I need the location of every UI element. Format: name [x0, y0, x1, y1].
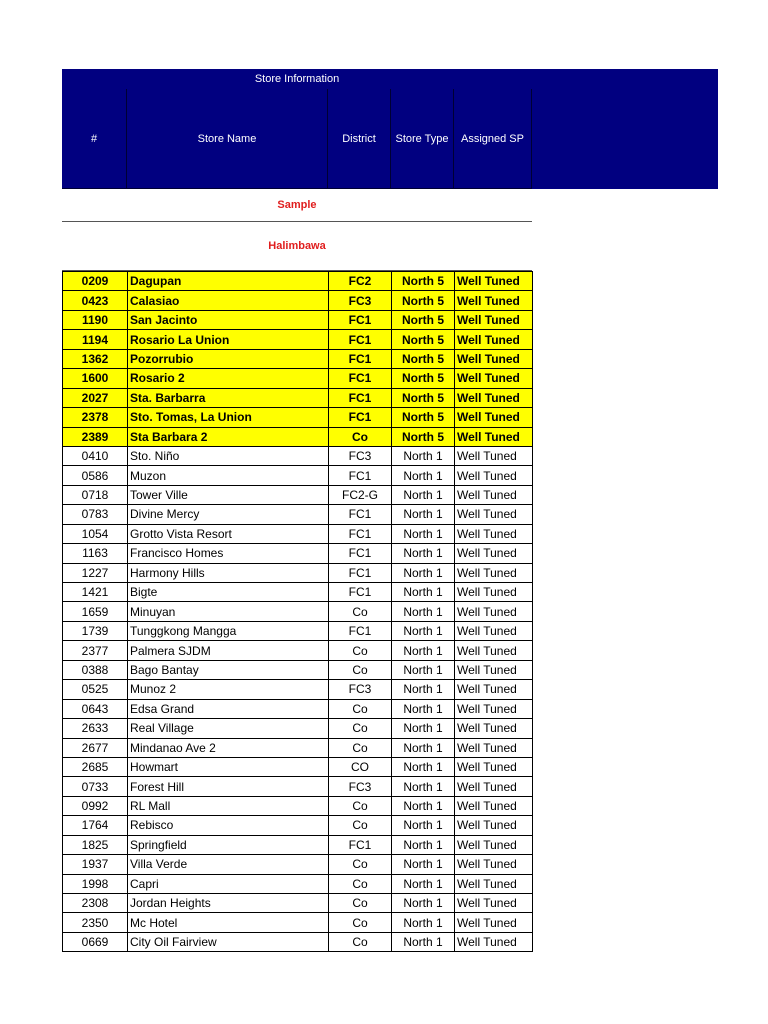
cell-district: FC2	[329, 272, 392, 291]
cell-assigned-sp: Well Tuned	[455, 446, 533, 465]
header-assigned-sp: Assigned SP	[454, 89, 532, 189]
table-row	[63, 894, 533, 913]
cell-store-type: North 5	[392, 272, 455, 291]
cell-store-type: North 1	[392, 932, 455, 951]
cell-store-name: Bigte	[128, 583, 329, 602]
cell-store-number: 1362	[63, 349, 128, 368]
cell-store-name: Mc Hotel	[128, 913, 329, 932]
cell-store-number: 0783	[63, 505, 128, 524]
cell-assigned-sp: Well Tuned	[455, 427, 533, 446]
cell-store-name: Munoz 2	[128, 680, 329, 699]
cell-store-type: North 1	[392, 602, 455, 621]
cell-district: FC1	[329, 524, 392, 543]
cell-district: Co	[329, 699, 392, 718]
cell-store-name: Divine Mercy	[128, 505, 329, 524]
cell-assigned-sp: Well Tuned	[455, 602, 533, 621]
cell-store-number: 0586	[63, 466, 128, 485]
cell-store-name: Mindanao Ave 2	[128, 738, 329, 757]
cell-district: Co	[329, 913, 392, 932]
cell-store-type: North 1	[392, 699, 455, 718]
cell-store-name: RL Mall	[128, 796, 329, 815]
cell-store-type: North 1	[392, 466, 455, 485]
sample-label: Sample	[62, 189, 532, 222]
table-row	[63, 699, 533, 718]
table-row	[63, 505, 533, 524]
cell-district: CO	[329, 757, 392, 776]
cell-store-name: Francisco Homes	[128, 544, 329, 563]
table-row	[63, 816, 533, 835]
cell-store-name: Muzon	[128, 466, 329, 485]
header-store-name: Store Name	[127, 89, 328, 189]
cell-store-number: 2377	[63, 641, 128, 660]
cell-assigned-sp: Well Tuned	[455, 816, 533, 835]
cell-store-type: North 1	[392, 583, 455, 602]
cell-store-name: Forest Hill	[128, 777, 329, 796]
cell-assigned-sp: Well Tuned	[455, 291, 533, 310]
table-row	[63, 330, 533, 349]
cell-district: FC1	[329, 388, 392, 407]
cell-store-name: San Jacinto	[128, 310, 329, 329]
cell-assigned-sp: Well Tuned	[455, 641, 533, 660]
cell-store-number: 0410	[63, 446, 128, 465]
cell-store-name: Sto. Tomas, La Union	[128, 408, 329, 427]
cell-district: FC1	[329, 310, 392, 329]
cell-store-type: North 1	[392, 563, 455, 582]
cell-store-number: 0733	[63, 777, 128, 796]
table-row	[63, 310, 533, 329]
cell-store-number: 0525	[63, 680, 128, 699]
cell-district: FC1	[329, 835, 392, 854]
cell-store-type: North 1	[392, 680, 455, 699]
table-row	[63, 408, 533, 427]
table-row	[63, 796, 533, 815]
table-row	[63, 719, 533, 738]
table-row	[63, 621, 533, 640]
cell-store-number: 1190	[63, 310, 128, 329]
cell-store-name: Howmart	[128, 757, 329, 776]
cell-store-type: North 1	[392, 621, 455, 640]
cell-store-name: Sto. Niño	[128, 446, 329, 465]
cell-district: Co	[329, 796, 392, 815]
cell-assigned-sp: Well Tuned	[455, 621, 533, 640]
table-row	[63, 466, 533, 485]
cell-district: FC1	[329, 583, 392, 602]
cell-store-name: Sta. Barbarra	[128, 388, 329, 407]
cell-store-type: North 1	[392, 777, 455, 796]
cell-assigned-sp: Well Tuned	[455, 660, 533, 679]
cell-district: FC3	[329, 446, 392, 465]
cell-assigned-sp: Well Tuned	[455, 563, 533, 582]
cell-store-name: Tunggkong Mangga	[128, 621, 329, 640]
cell-store-type: North 1	[392, 446, 455, 465]
cell-store-type: North 1	[392, 855, 455, 874]
cell-store-type: North 5	[392, 369, 455, 388]
table-row	[63, 349, 533, 368]
cell-store-number: 1998	[63, 874, 128, 893]
cell-store-type: North 1	[392, 641, 455, 660]
header-district: District	[328, 89, 391, 189]
table-row	[63, 583, 533, 602]
table-row	[63, 388, 533, 407]
table-row	[63, 446, 533, 465]
cell-store-number: 1764	[63, 816, 128, 835]
cell-store-number: 2027	[63, 388, 128, 407]
header-row	[62, 89, 718, 189]
store-rows	[63, 272, 533, 952]
cell-assigned-sp: Well Tuned	[455, 932, 533, 951]
cell-store-name: Sta Barbara 2	[128, 427, 329, 446]
table-row	[63, 272, 533, 291]
cell-district: FC1	[329, 330, 392, 349]
table-row	[63, 602, 533, 621]
cell-store-number: 1600	[63, 369, 128, 388]
cell-store-type: North 5	[392, 330, 455, 349]
cell-assigned-sp: Well Tuned	[455, 680, 533, 699]
cell-assigned-sp: Well Tuned	[455, 796, 533, 815]
table-row	[63, 524, 533, 543]
cell-assigned-sp: Well Tuned	[455, 738, 533, 757]
cell-store-type: North 1	[392, 816, 455, 835]
cell-store-name: Edsa Grand	[128, 699, 329, 718]
cell-assigned-sp: Well Tuned	[455, 272, 533, 291]
cell-store-name: Rosario 2	[128, 369, 329, 388]
cell-store-name: Calasiao	[128, 291, 329, 310]
cell-assigned-sp: Well Tuned	[455, 699, 533, 718]
cell-assigned-sp: Well Tuned	[455, 349, 533, 368]
cell-store-type: North 5	[392, 349, 455, 368]
cell-store-number: 0388	[63, 660, 128, 679]
cell-store-number: 0718	[63, 485, 128, 504]
cell-district: Co	[329, 427, 392, 446]
cell-store-number: 0992	[63, 796, 128, 815]
cell-district: Co	[329, 894, 392, 913]
cell-store-name: Minuyan	[128, 602, 329, 621]
cell-district: Co	[329, 932, 392, 951]
cell-store-type: North 5	[392, 408, 455, 427]
cell-district: FC1	[329, 544, 392, 563]
cell-assigned-sp: Well Tuned	[455, 544, 533, 563]
cell-assigned-sp: Well Tuned	[455, 408, 533, 427]
cell-store-type: North 1	[392, 874, 455, 893]
cell-store-number: 1937	[63, 855, 128, 874]
table-row	[63, 757, 533, 776]
cell-store-type: North 1	[392, 485, 455, 504]
cell-store-number: 0643	[63, 699, 128, 718]
cell-store-type: North 5	[392, 291, 455, 310]
cell-store-type: North 1	[392, 757, 455, 776]
cell-store-type: North 5	[392, 310, 455, 329]
cell-store-number: 0669	[63, 932, 128, 951]
cell-store-name: Jordan Heights	[128, 894, 329, 913]
cell-assigned-sp: Well Tuned	[455, 388, 533, 407]
store-information-sheet	[62, 69, 718, 952]
table-row	[63, 660, 533, 679]
cell-store-type: North 1	[392, 505, 455, 524]
header-store-type: Store Type	[391, 89, 454, 189]
cell-store-type: North 1	[392, 719, 455, 738]
cell-store-number: 1421	[63, 583, 128, 602]
cell-store-number: 1194	[63, 330, 128, 349]
cell-store-number: 1659	[63, 602, 128, 621]
table-row	[63, 544, 533, 563]
cell-store-number: 2685	[63, 757, 128, 776]
cell-store-type: North 1	[392, 835, 455, 854]
cell-store-number: 2308	[63, 894, 128, 913]
cell-district: FC1	[329, 621, 392, 640]
cell-district: Co	[329, 719, 392, 738]
cell-assigned-sp: Well Tuned	[455, 719, 533, 738]
cell-district: FC3	[329, 291, 392, 310]
cell-store-number: 0423	[63, 291, 128, 310]
cell-assigned-sp: Well Tuned	[455, 913, 533, 932]
header-filler	[532, 89, 718, 189]
cell-store-number: 2389	[63, 427, 128, 446]
cell-district: Co	[329, 738, 392, 757]
cell-store-number: 1163	[63, 544, 128, 563]
cell-assigned-sp: Well Tuned	[455, 583, 533, 602]
cell-store-name: Grotto Vista Resort	[128, 524, 329, 543]
cell-store-type: North 5	[392, 388, 455, 407]
table-row	[63, 777, 533, 796]
cell-district: FC2-G	[329, 485, 392, 504]
cell-store-number: 1227	[63, 563, 128, 582]
cell-assigned-sp: Well Tuned	[455, 777, 533, 796]
cell-assigned-sp: Well Tuned	[455, 485, 533, 504]
cell-district: FC1	[329, 408, 392, 427]
cell-store-type: North 1	[392, 796, 455, 815]
cell-assigned-sp: Well Tuned	[455, 310, 533, 329]
cell-store-number: 1825	[63, 835, 128, 854]
cell-assigned-sp: Well Tuned	[455, 757, 533, 776]
cell-district: Co	[329, 816, 392, 835]
cell-store-name: Bago Bantay	[128, 660, 329, 679]
sheet-title: Store Information	[254, 73, 340, 85]
cell-store-name: Real Village	[128, 719, 329, 738]
cell-store-number: 2677	[63, 738, 128, 757]
cell-assigned-sp: Well Tuned	[455, 835, 533, 854]
table-row	[63, 563, 533, 582]
cell-store-number: 2633	[63, 719, 128, 738]
cell-store-type: North 1	[392, 544, 455, 563]
table-row	[63, 913, 533, 932]
cell-store-name: Springfield	[128, 835, 329, 854]
cell-store-name: Rosario La Union	[128, 330, 329, 349]
cell-store-type: North 1	[392, 913, 455, 932]
cell-district: Co	[329, 874, 392, 893]
table-row	[63, 641, 533, 660]
cell-district: FC3	[329, 680, 392, 699]
cell-district: FC1	[329, 369, 392, 388]
cell-district: Co	[329, 855, 392, 874]
cell-store-name: Villa Verde	[128, 855, 329, 874]
cell-assigned-sp: Well Tuned	[455, 330, 533, 349]
cell-store-type: North 1	[392, 738, 455, 757]
cell-store-number: 2378	[63, 408, 128, 427]
cell-store-name: City Oil Fairview	[128, 932, 329, 951]
table-row	[63, 738, 533, 757]
cell-store-type: North 1	[392, 660, 455, 679]
table-row	[63, 835, 533, 854]
cell-store-name: Rebisco	[128, 816, 329, 835]
cell-assigned-sp: Well Tuned	[455, 505, 533, 524]
cell-district: Co	[329, 602, 392, 621]
cell-assigned-sp: Well Tuned	[455, 874, 533, 893]
table-row	[63, 680, 533, 699]
store-table	[62, 271, 533, 952]
cell-assigned-sp: Well Tuned	[455, 855, 533, 874]
cell-store-number: 0209	[63, 272, 128, 291]
table-row	[63, 932, 533, 951]
cell-district: Co	[329, 660, 392, 679]
cell-district: Co	[329, 641, 392, 660]
cell-store-number: 2350	[63, 913, 128, 932]
title-bar	[62, 69, 718, 89]
cell-store-name: Harmony Hills	[128, 563, 329, 582]
cell-district: FC1	[329, 466, 392, 485]
cell-store-type: North 1	[392, 894, 455, 913]
cell-assigned-sp: Well Tuned	[455, 466, 533, 485]
cell-store-name: Pozorrubio	[128, 349, 329, 368]
table-row	[63, 485, 533, 504]
cell-district: FC1	[329, 563, 392, 582]
table-row	[63, 369, 533, 388]
cell-store-name: Dagupan	[128, 272, 329, 291]
cell-assigned-sp: Well Tuned	[455, 369, 533, 388]
cell-store-number: 1054	[63, 524, 128, 543]
cell-store-name: Tower Ville	[128, 485, 329, 504]
cell-district: FC3	[329, 777, 392, 796]
cell-store-type: North 5	[392, 427, 455, 446]
cell-store-name: Capri	[128, 874, 329, 893]
cell-store-number: 1739	[63, 621, 128, 640]
cell-district: FC1	[329, 505, 392, 524]
header-num: #	[62, 89, 127, 189]
cell-assigned-sp: Well Tuned	[455, 894, 533, 913]
table-row	[63, 427, 533, 446]
cell-store-name: Palmera SJDM	[128, 641, 329, 660]
table-row	[63, 855, 533, 874]
cell-assigned-sp: Well Tuned	[455, 524, 533, 543]
halimbawa-label: Halimbawa	[62, 222, 532, 271]
cell-district: FC1	[329, 349, 392, 368]
cell-store-type: North 1	[392, 524, 455, 543]
table-row	[63, 291, 533, 310]
table-row	[63, 874, 533, 893]
